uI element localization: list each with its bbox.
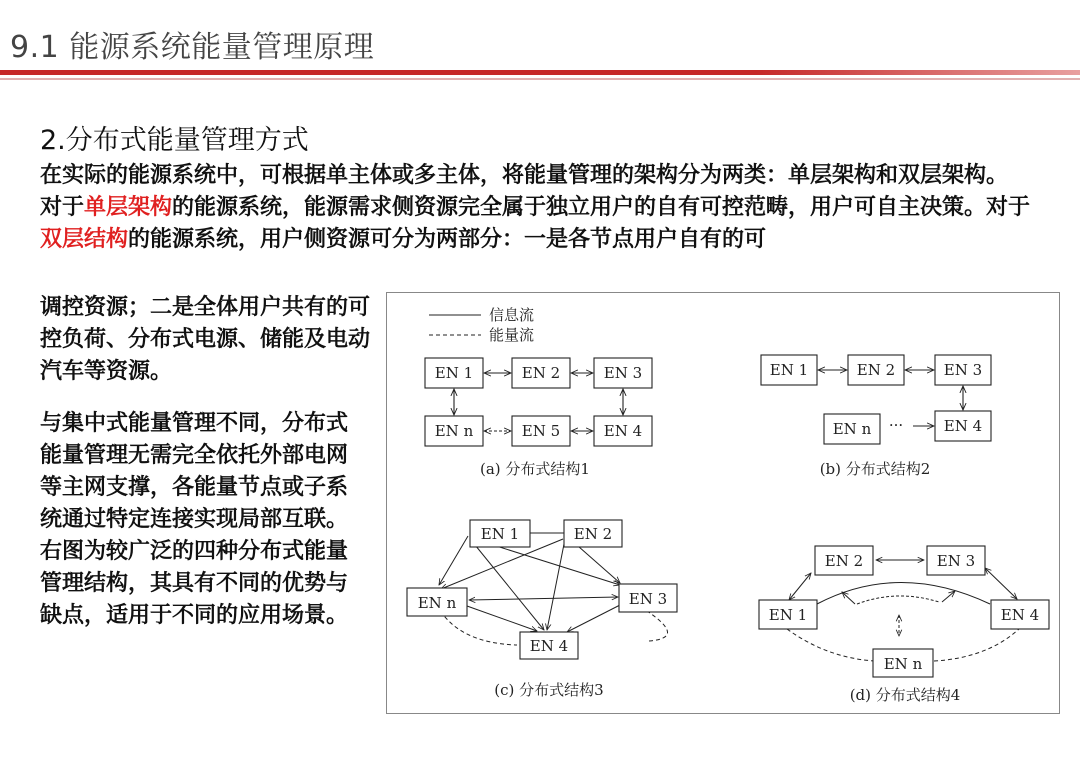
b-label-en1: EN 1	[769, 361, 809, 379]
side-paragraph-2: 与集中式能量管理不同，分布式能量管理无需完全依托外部电网等主网支撑，各能量节点或子系统通过特定连接实现局部互联。右图为较广泛的四种分布式能量管理结构，其具有不同的优势与缺点，适用于不同的应用场景。	[40, 411, 349, 628]
section-heading: 2.分布式能量管理方式	[40, 125, 309, 156]
c-link-3-4	[567, 605, 620, 632]
d-label-en4: EN 4	[1000, 606, 1040, 624]
d-label-en3: EN 3	[936, 552, 976, 570]
d-energy-arc-right	[934, 629, 1019, 661]
structure-figure	[386, 292, 1060, 714]
d-link-n-3	[942, 591, 955, 602]
d-link-3-4	[985, 568, 1017, 599]
c-link-1-4	[471, 540, 544, 630]
intro-p1: 在实际的能源系统中，可根据单主体或多主体，将能量管理的架构分为两类：单层架构和双层架构。	[40, 163, 1009, 188]
d-label-en1: EN 1	[768, 606, 808, 624]
c-label-enn: EN n	[417, 594, 457, 612]
c-link-2-4	[547, 539, 565, 630]
a-label-en2: EN 2	[521, 364, 561, 382]
page-title: 9.1 能源系统能量管理原理	[10, 30, 375, 65]
d-energy-center	[857, 596, 939, 604]
c-label-en4: EN 4	[529, 637, 569, 655]
c-link-n-3	[469, 597, 618, 600]
b-label-enn: EN n	[832, 420, 872, 438]
a-label-enn: EN n	[434, 422, 474, 440]
intro-p2	[40, 192, 1050, 256]
side-paragraph-1: 调控资源；二是全体用户共有的可控负荷、分布式电源、储能及电动汽车等资源。	[40, 295, 371, 384]
a-label-en3: EN 3	[603, 364, 643, 382]
intro-p2-b: 的能源系统，能源需求侧资源完全属于独立用户的自有可控范畴，用户可自主决策。对于	[172, 195, 1031, 220]
c-link-n-4	[467, 606, 537, 631]
title-divider	[0, 70, 1080, 75]
c-link-1-n	[439, 536, 468, 585]
d-label-en2: EN 2	[824, 552, 864, 570]
c-label-en2: EN 2	[573, 525, 613, 543]
structure-diagram	[387, 293, 1059, 713]
a-label-en4: EN 4	[603, 422, 643, 440]
c-label-en3: EN 3	[628, 590, 668, 608]
caption-a: (a) 分布式结构1	[480, 460, 590, 478]
d-label-enn: EN n	[883, 655, 923, 673]
c-energy-arc-right	[647, 611, 668, 641]
highlight-double-layer: 双层结构	[40, 227, 129, 252]
intro-paragraph	[40, 160, 1050, 256]
b-label-en2: EN 2	[856, 361, 896, 379]
highlight-single-layer: 单层架构	[84, 195, 173, 220]
b-label-en3: EN 3	[943, 361, 983, 379]
caption-d: (d) 分布式结构4	[849, 686, 961, 704]
intro-p2-c: 的能源系统，用户侧资源可分为两部分：一是各节点用户自有的可	[128, 227, 767, 252]
d-energy-arc-left	[787, 629, 875, 661]
d-link-2-1	[789, 573, 811, 600]
intro-p2-a: 对于	[40, 195, 85, 220]
a-label-en1: EN 1	[434, 364, 474, 382]
d-link-n-2	[842, 592, 855, 604]
caption-c: (c) 分布式结构3	[494, 681, 604, 699]
title-divider-thin	[0, 78, 1080, 80]
legend-energy-label: 能量流	[489, 326, 535, 344]
legend-info-label: 信息流	[489, 306, 535, 324]
b-label-en4: EN 4	[943, 417, 983, 435]
c-label-en1: EN 1	[480, 525, 520, 543]
a-label-en5: EN 5	[521, 422, 561, 440]
caption-b: (b) 分布式结构2	[819, 460, 931, 478]
b-ellipsis: ···	[888, 416, 904, 434]
